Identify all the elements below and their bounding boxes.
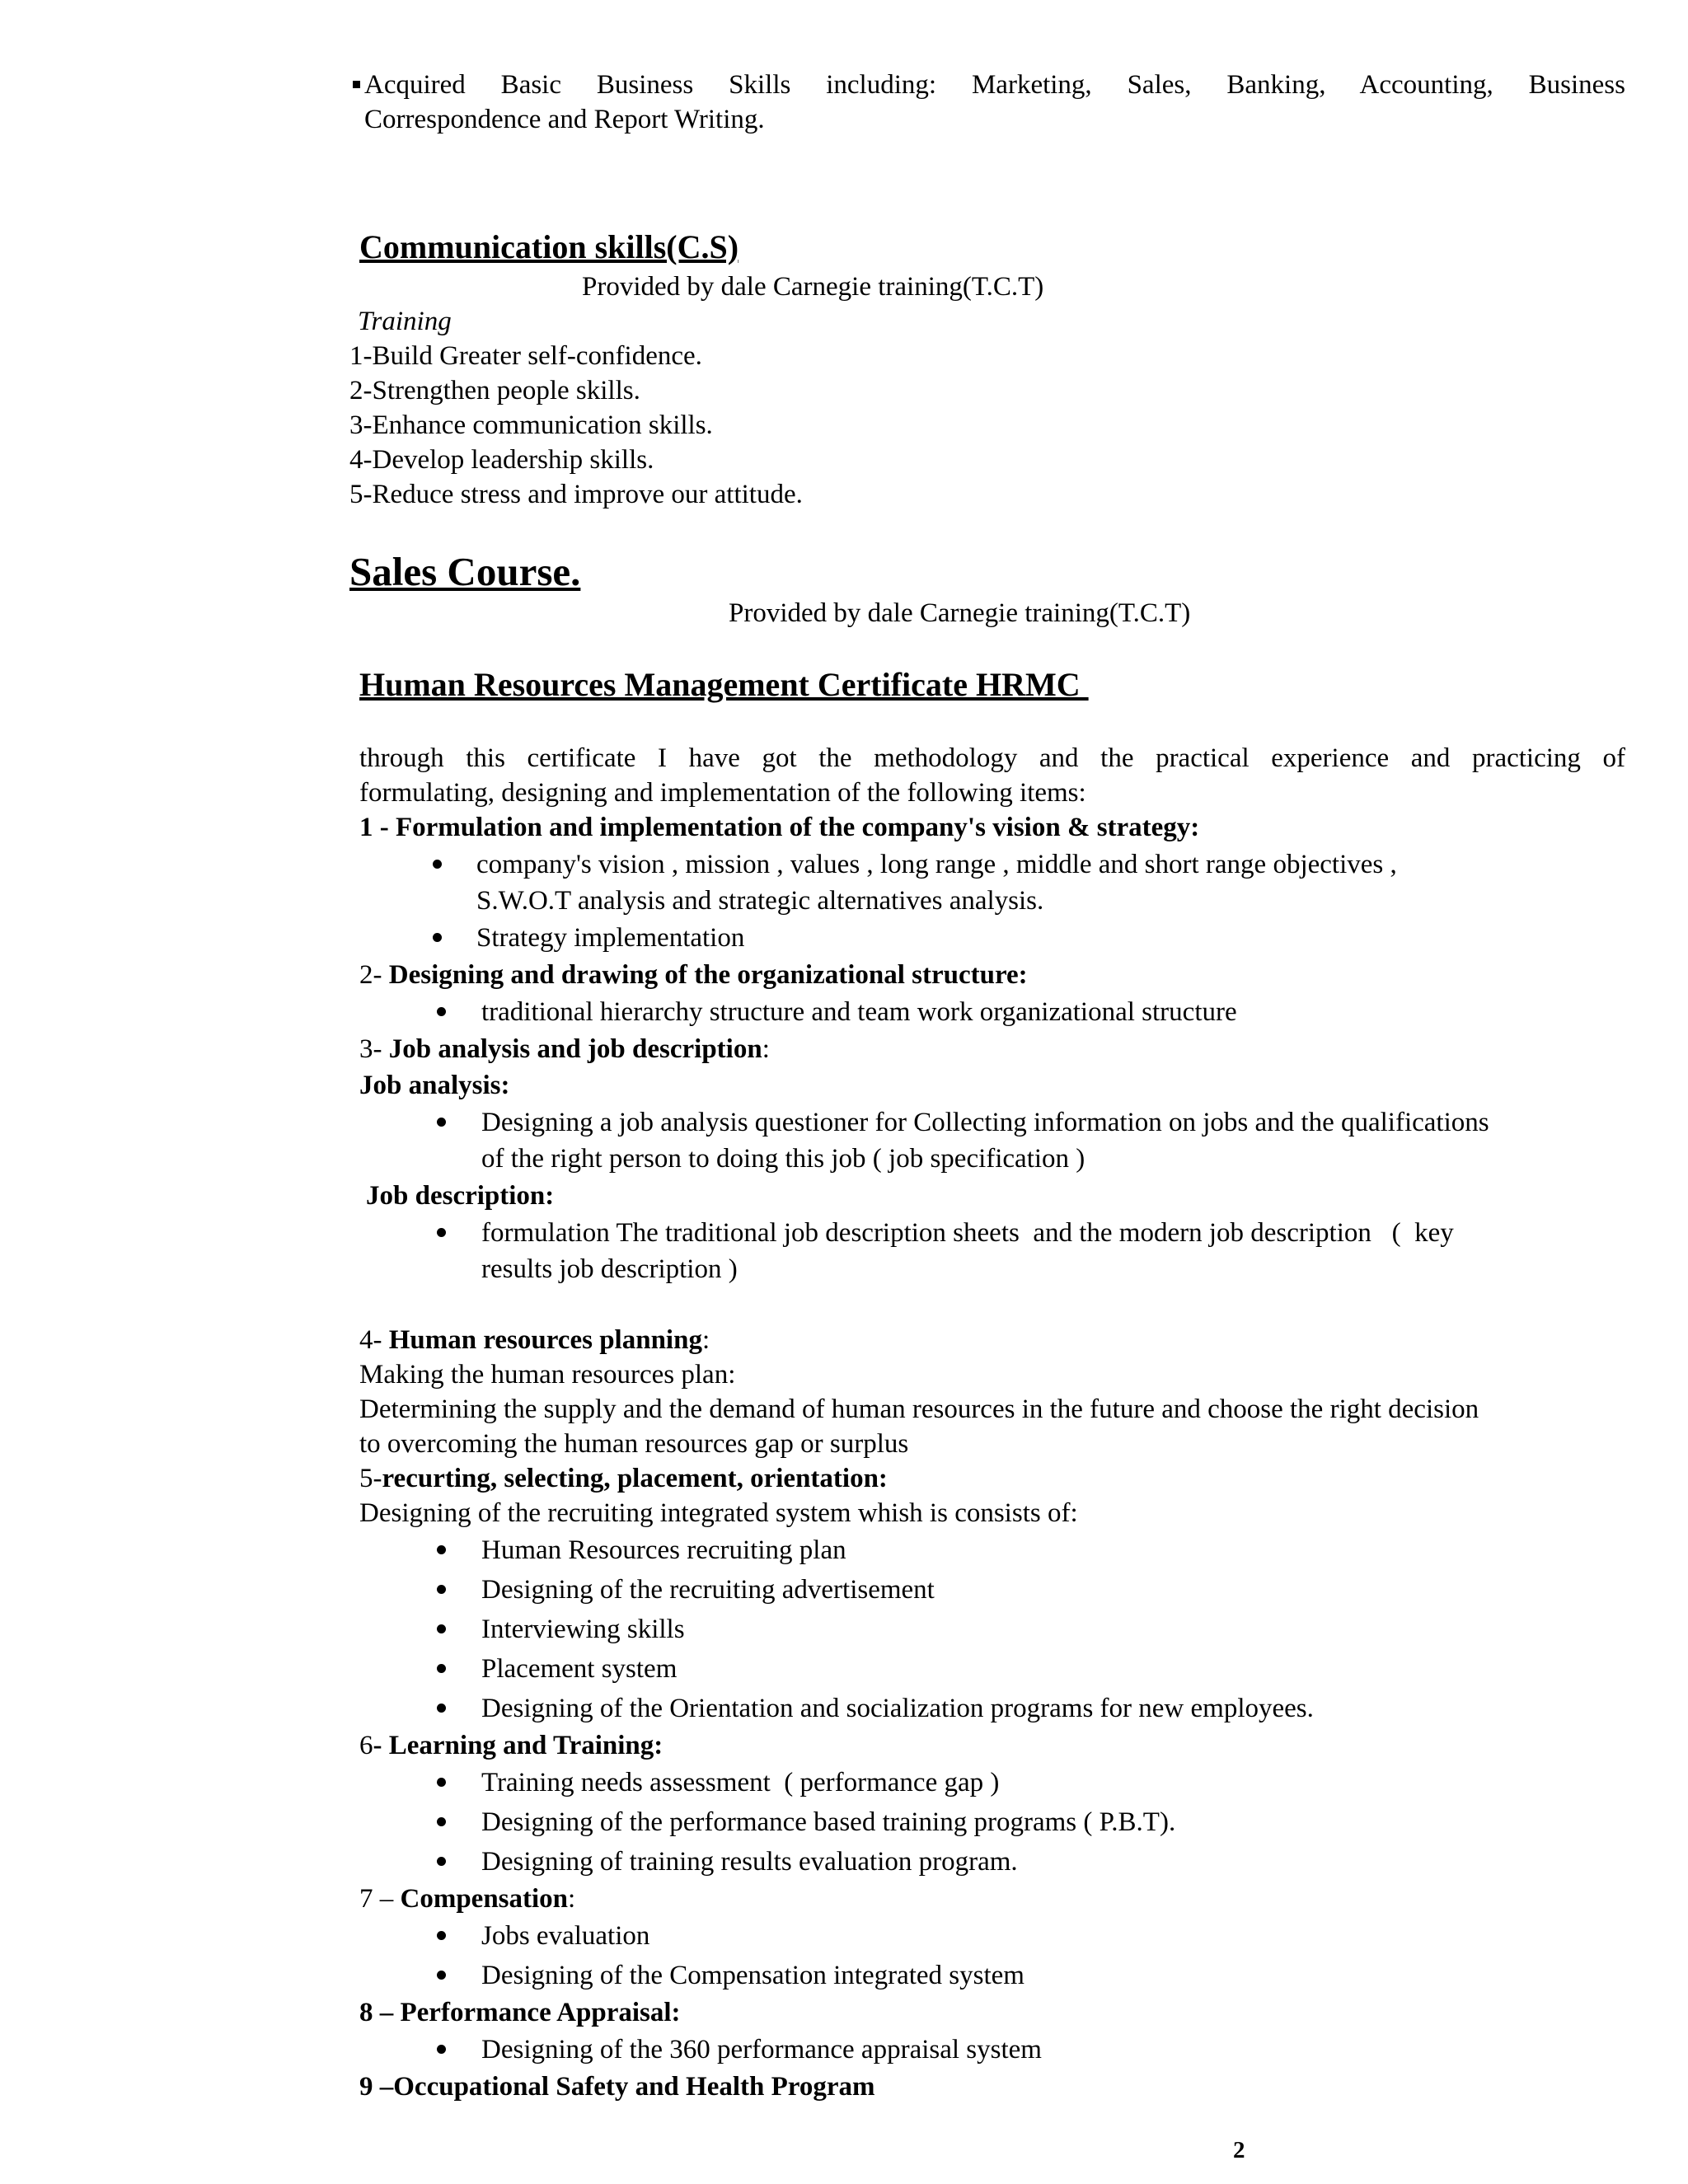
section-5-bullet: Designing of the recruiting advertisement bbox=[481, 1575, 935, 1605]
section-1-title: 1 - Formulation and implementation of the company's vision & strategy: bbox=[359, 813, 1200, 842]
section-3-title bbox=[359, 1032, 770, 1066]
section-5-bullet: Human Resources recruiting plan bbox=[481, 1535, 846, 1565]
section-4-line-2: Determining the supply and the demand of human resources in the future and choose the right decision bbox=[359, 1394, 1479, 1424]
bullet-icon bbox=[437, 1585, 446, 1594]
section-5-title bbox=[359, 1461, 888, 1496]
section-5-title-text: recurting, selecting, placement, orientation: bbox=[382, 1464, 888, 1493]
communication-item: 1-Build Greater self-confidence. bbox=[349, 341, 702, 371]
section-2-title-text: Designing and drawing of the organizational structure: bbox=[388, 960, 1028, 990]
hrmc-intro-line-2: formulating, designing and implementation of the following items: bbox=[359, 778, 1086, 808]
section-5-bullet: Interviewing skills bbox=[481, 1615, 685, 1644]
section-6-bullet: Designing of training results evaluation program. bbox=[481, 1847, 1018, 1877]
section-5-line-1: Designing of the recruiting integrated system whish is consists of: bbox=[359, 1498, 1078, 1528]
section-4-title-text: Human resources planning bbox=[388, 1325, 702, 1355]
bullet-icon bbox=[437, 1778, 446, 1787]
intro-line-1: Acquired Basic Business Skills including: Marketing, Sales, Banking, Accounting, Business bbox=[364, 70, 1625, 100]
bullet-icon bbox=[437, 1545, 446, 1554]
bullet-icon bbox=[437, 1971, 446, 1980]
bullet-icon bbox=[437, 1857, 446, 1866]
section-7-bullet: Jobs evaluation bbox=[481, 1921, 650, 1951]
bullet-icon bbox=[437, 1118, 446, 1127]
bullet-icon bbox=[437, 1624, 446, 1633]
section-7-title-text: Compensation bbox=[400, 1884, 569, 1914]
section-8-title: 8 – Performance Appraisal: bbox=[359, 1998, 681, 2027]
section-4-line-1: Making the human resources plan: bbox=[359, 1360, 736, 1390]
section-5-prefix: 5- bbox=[359, 1464, 382, 1493]
sales-provider: Provided by dale Carnegie training(T.C.T) bbox=[729, 598, 1191, 628]
section-3-title-text: Job analysis and job description bbox=[388, 1034, 762, 1064]
bullet-icon bbox=[433, 933, 442, 942]
section-4-prefix: 4- bbox=[359, 1325, 389, 1355]
communication-heading: Communication skills(C.S) bbox=[359, 228, 739, 265]
bullet-icon bbox=[437, 1664, 446, 1673]
section-5-bullet: Placement system bbox=[481, 1654, 678, 1684]
section-3-suffix: : bbox=[762, 1034, 770, 1064]
hrmc-heading: Human Resources Management Certificate HRMC bbox=[359, 666, 1089, 703]
section-6-title-text: - Learning and Training: bbox=[373, 1731, 663, 1760]
communication-item: 4-Develop leadership skills. bbox=[349, 445, 654, 475]
section-1-bullet-1-line-2: S.W.O.T analysis and strategic alternatives analysis. bbox=[476, 886, 1044, 916]
bullet-icon bbox=[437, 1007, 446, 1016]
section-7-suffix: : bbox=[568, 1884, 576, 1914]
section-5-bullet: Designing of the Orientation and socialization programs for new employees. bbox=[481, 1694, 1314, 1723]
communication-item: 5-Reduce stress and improve our attitude. bbox=[349, 480, 803, 509]
section-7-title bbox=[359, 1882, 575, 1916]
section-3-sub-1: Job analysis: bbox=[359, 1071, 510, 1100]
section-6-bullet: Designing of the performance based training programs ( P.B.T). bbox=[481, 1807, 1176, 1837]
bullet-icon bbox=[437, 1817, 446, 1826]
section-1-bullet-1-line-1: company's vision , mission , values , long range , middle and short range objectives , bbox=[476, 850, 1397, 879]
section-2-title bbox=[359, 958, 1028, 992]
section-3-prefix: 3- bbox=[359, 1034, 389, 1064]
section-2-bullet-1: traditional hierarchy structure and team work organizational structure bbox=[481, 997, 1237, 1027]
hrmc-intro-line-1: through this certificate I have got the methodology and the practical experience and practicing of bbox=[359, 743, 1625, 773]
section-1-bullet-2: Strategy implementation bbox=[476, 923, 745, 953]
section-3-sub-2: Job description: bbox=[366, 1181, 555, 1211]
section-4-line-3: to overcoming the human resources gap or surplus bbox=[359, 1429, 909, 1459]
intro-line-2: Correspondence and Report Writing. bbox=[364, 105, 765, 134]
bullet-icon bbox=[437, 2045, 446, 2054]
section-2-prefix: 2- bbox=[359, 960, 389, 990]
section-7-bullet: Designing of the Compensation integrated system bbox=[481, 1961, 1025, 1990]
page-number: 2 bbox=[1233, 2137, 1245, 2163]
section-8-bullet-1: Designing of the 360 performance appraisal system bbox=[481, 2035, 1042, 2064]
communication-provider: Provided by dale Carnegie training(T.C.T) bbox=[582, 272, 1044, 302]
bullet-icon bbox=[433, 860, 442, 869]
section-6-title bbox=[359, 1728, 663, 1763]
section-3-bullet-2-line-1: formulation The traditional job description sheets and the modern job description ( key bbox=[481, 1218, 1454, 1248]
section-4-title bbox=[359, 1323, 710, 1357]
section-7-prefix: 7 – bbox=[359, 1884, 401, 1914]
section-6-prefix: 6 bbox=[359, 1731, 373, 1760]
communication-item: 3-Enhance communication skills. bbox=[349, 410, 713, 440]
section-4-suffix: : bbox=[701, 1325, 710, 1355]
section-9-title: 9 –Occupational Safety and Health Program bbox=[359, 2072, 875, 2102]
bullet-icon bbox=[437, 1704, 446, 1713]
sales-heading: Sales Course. bbox=[349, 549, 581, 594]
section-6-bullet: Training needs assessment ( performance gap ) bbox=[481, 1768, 1000, 1797]
bullet-icon bbox=[437, 1931, 446, 1940]
communication-training-label: Training bbox=[358, 307, 452, 336]
square-bullet-icon bbox=[353, 81, 360, 88]
section-3-bullet-1-line-2: of the right person to doing this job ( job specification ) bbox=[481, 1144, 1085, 1174]
section-3-bullet-2-line-2: results job description ) bbox=[481, 1254, 738, 1284]
section-3-bullet-1-line-1: Designing a job analysis questioner for Collecting information on jobs and the qualifications bbox=[481, 1108, 1489, 1137]
communication-item: 2-Strengthen people skills. bbox=[349, 376, 640, 405]
bullet-icon bbox=[437, 1228, 446, 1237]
